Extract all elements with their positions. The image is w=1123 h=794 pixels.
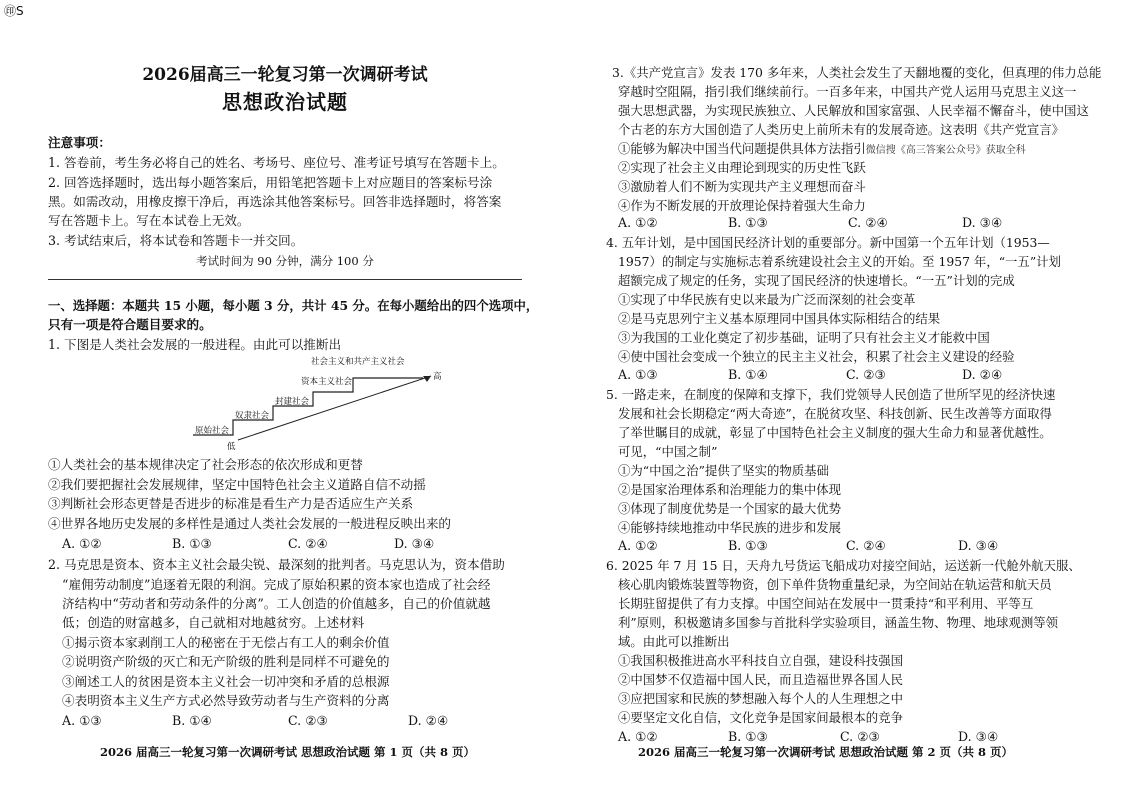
stage-slavery: 奴隶社会 (235, 411, 270, 421)
q6-option-c: C. ②③ (840, 729, 880, 744)
watermark: 微信搜《高三答案公众号》获取全科 (865, 145, 1026, 156)
stage-feudal: 封建社会 (275, 397, 310, 407)
q5-option-c: C. ②④ (846, 538, 886, 553)
q5-statement: ①为“中国之治”提供了坚实的物质基础 (618, 463, 829, 478)
q2-statement: ④表明资本主义生产方式必然导致劳动者与生产资料的分离 (62, 693, 390, 708)
notice-line: 3. 考试结束后，将本试卷和答题卡一并交回。 (48, 233, 304, 248)
q6-statement: ③应把国家和民族的梦想融入每个人的人生理想之中 (618, 691, 903, 706)
notice-line: 1. 答卷前，考生务必将自己的姓名、考场号、座位号、准考证号填写在答题卡上。 (48, 155, 505, 170)
footer-page-1: 2026 届高三一轮复习第一次调研考试 思想政治试题 第 1 页（共 8 页） (100, 745, 476, 759)
q2-option-a: A. ①③ (62, 713, 102, 728)
q1-stem: 1. 下图是人类社会发展的一般进程。由此可以推断出 (48, 337, 342, 352)
q6-stem: 核心肌肉锻炼装置等物资，创下单件货物重量纪录，为空间站在轨运营和航天员 (618, 577, 1052, 592)
q3-statement: ③激励着人们不断为实现共产主义理想而奋斗 (618, 179, 866, 194)
q4-statement: ④使中国社会变成一个独立的民主主义社会，积累了社会主义建设的经验 (618, 349, 1015, 364)
q6-option-b: B. ①③ (728, 729, 768, 744)
q3-stem: 个古老的东方大国创造了人类历史上前所未有的发展奇迹。这表明《共产党宣言》 (618, 122, 1065, 137)
stage-socialist: 社会主义和共产主义社会 (311, 357, 405, 367)
exam-title: 2026届高三一轮复习第一次调研考试 (142, 65, 428, 85)
trend-arrowhead (423, 376, 431, 382)
q1-statement: ①人类社会的基本规律决定了社会形态的依次形成和更替 (48, 457, 363, 472)
q2-option-d: D. ②④ (408, 713, 449, 728)
q2-stem: 2. 马克思是资本、资本主义社会最尖锐、最深刻的批判者。马克思认为，资本借助 (48, 557, 505, 572)
q1-option-c: C. ②④ (288, 536, 328, 551)
q6-option-a: A. ①② (618, 729, 658, 744)
notice-heading: 注意事项： (48, 135, 111, 150)
page-2 (606, 0, 1102, 794)
stage-primitive: 原始社会 (195, 426, 230, 436)
high-label: 高 (433, 372, 442, 382)
q4-statement: ②是马克思列宁主义基本原理同中国具体实际相结合的结果 (618, 311, 941, 326)
q2-option-c: C. ②③ (288, 713, 328, 728)
q4-statement: ③为我国的工业化奠定了初步基础，证明了只有社会主义才能救中国 (618, 330, 990, 345)
q4-option-d: D. ②④ (962, 367, 1003, 382)
q5-stem: 5. 一路走来，在制度的保障和支撑下，我们党领导人民创造了世所罕见的经济快速 (606, 387, 1056, 402)
staircase-chart (193, 352, 453, 452)
q4-stem: 4. 五年计划，是中国国民经济计划的重要部分。新中国第一个五年计划（1953— (606, 235, 1050, 250)
q1-option-d: D. ③④ (394, 536, 435, 551)
q6-stem: 域。由此可以推断出 (618, 634, 730, 649)
q2-stem: 低；创造的财富越多，自己就相对地越贫穷。上述材料 (62, 615, 365, 630)
society-progress-diagram (193, 352, 453, 452)
q6-option-d: D. ③④ (958, 729, 999, 744)
notice-line: 2. 回答选择题时，选出每小题答案后，用铅笔把答题卡上对应题目的答案标号涂 (48, 175, 493, 190)
q1-statement: ③判断社会形态更替是否进步的标准是看生产力是否适应生产关系 (48, 496, 414, 511)
q2-stem: 济结构中“劳动者和劳动条件的分离”。工人创造的价值越多，自己的价值就越 (62, 596, 491, 611)
q3-stem: 强大思想武器，为实现民族独立、人民解放和国家富强、人民幸福不懈奋斗，使中国这 (618, 103, 1089, 118)
q6-stem: 利”原则，积极邀请多国参与首批科学实验项目，涵盖生物、物理、地球观测等领 (618, 615, 1059, 630)
section-heading: 一、选择题：本题共 15 小题，每小题 3 分，共计 45 分。在每小题给出的四个选项中， (48, 298, 539, 313)
q5-statement: ③体现了制度优势是一个国家的最大优势 (618, 501, 842, 516)
stage-capitalist: 资本主义社会 (301, 377, 353, 387)
q4-stem: 1957）的制定与实施标志着系统建设社会主义的开始。至 1957 年，“一五”计划 (618, 254, 1061, 269)
q2-statement: ③阐述工人的贫困是资本主义社会一切冲突和矛盾的总根源 (62, 674, 390, 689)
q5-stem: 发展和社会长期稳定“两大奇迹”，在脱贫攻坚、科技创新、民生改善等方面取得 (618, 406, 1052, 421)
page-1 (48, 0, 539, 794)
q4-stem: 超额完成了规定的任务，实现了国民经济的快速增长。“一五”计划的完成 (618, 273, 1015, 288)
q3-statement (618, 140, 1026, 160)
divider (48, 279, 522, 280)
q3-option-c: C. ②④ (848, 215, 888, 230)
q1-option-a: A. ①② (62, 536, 102, 551)
q4-option-b: B. ①④ (728, 367, 768, 382)
q6-stem: 6. 2025 年 7 月 15 日，天舟九号货运飞船成功对接空间站，运送新一代舱外航天服、 (606, 558, 1081, 573)
section-heading: 只有一项是符合题目要求的。 (48, 317, 212, 332)
q5-option-b: B. ①③ (728, 538, 768, 553)
q1-statement: ④世界各地历史发展的多样性是通过人类社会发展的一般进程反映出来的 (48, 516, 451, 531)
q6-statement: ①我国积极推进高水平科技自立自强，建设科技强国 (618, 653, 903, 668)
subject-title: 思想政治试题 (222, 90, 348, 114)
q6-statement: ④要坚定文化自信，文化竞争是国家间最根本的竞争 (618, 710, 903, 725)
q3-option-a: A. ①② (618, 215, 658, 230)
q5-option-a: A. ①② (618, 538, 658, 553)
corner-mark: ㊞S (4, 4, 24, 18)
notice-line: 写在答题卡上。写在本试卷上无效。 (48, 213, 250, 228)
q3-statement-text: ①能够为解决中国当代问题提供具体方法指引 (618, 141, 866, 156)
q2-statement: ①揭示资本家剥削工人的秘密在于无偿占有工人的剩余价值 (62, 635, 390, 650)
q6-statement: ②中国梦不仅造福中国人民，而且造福世界各国人民 (618, 672, 903, 687)
q6-stem: 长期驻留提供了有力支撑。中国空间站在发展中一贯秉持“和平利用、平等互 (618, 596, 1034, 611)
q5-stem: 可见，“中国之制” (618, 444, 718, 459)
q4-statement: ①实现了中华民族有史以来最为广泛而深刻的社会变革 (618, 292, 916, 307)
q2-stem: “雇佣劳动制度”追逐着无限的利润。完成了原始积累的资本家也造成了社会经 (62, 577, 491, 592)
time-score: 考试时间为 90 分钟，满分 100 分 (196, 254, 374, 268)
q3-stem: 3.《共产党宣言》发表 170 多年来，人类社会发生了天翻地覆的变化，但真理的伟力总能 (612, 65, 1102, 80)
q3-statement: ④作为不断发展的开放理论保持着强大生命力 (618, 198, 866, 213)
q2-option-b: B. ①④ (172, 713, 212, 728)
q5-statement: ②是国家治理体系和治理能力的集中体现 (618, 482, 842, 497)
q1-option-b: B. ①③ (172, 536, 212, 551)
q3-option-d: D. ③④ (962, 215, 1003, 230)
notice-line: 黑。如需改动，用橡皮擦干净后，再选涂其他答案标号。回答非选择题时，将答案 (48, 194, 502, 209)
q3-stem: 穿越时空阻隔，指引我们继续前行。一百多年来，中国共产党人运用马克思主义这一 (618, 84, 1077, 99)
q2-statement: ②说明资产阶级的灭亡和无产阶级的胜利是同样不可避免的 (62, 654, 390, 669)
q4-option-c: C. ②③ (846, 367, 886, 382)
q5-statement: ④能够持续地推动中华民族的进步和发展 (618, 520, 842, 535)
q3-option-b: B. ①③ (728, 215, 768, 230)
low-label: 低 (227, 442, 236, 452)
q3-statement: ②实现了社会主义由理论到现实的历史性飞跃 (618, 160, 866, 175)
q1-statement: ②我们要把握社会发展规律，坚定中国特色社会主义道路自信不动摇 (48, 477, 426, 492)
q5-stem: 了举世瞩目的成就，彰显了中国特色社会主义制度的强大生命力和显著优越性。 (618, 425, 1052, 440)
footer-page-2: 2026 届高三一轮复习第一次调研考试 思想政治试题 第 2 页（共 8 页） (638, 745, 1014, 759)
q4-option-a: A. ①③ (618, 367, 658, 382)
q5-option-d: D. ③④ (958, 538, 999, 553)
